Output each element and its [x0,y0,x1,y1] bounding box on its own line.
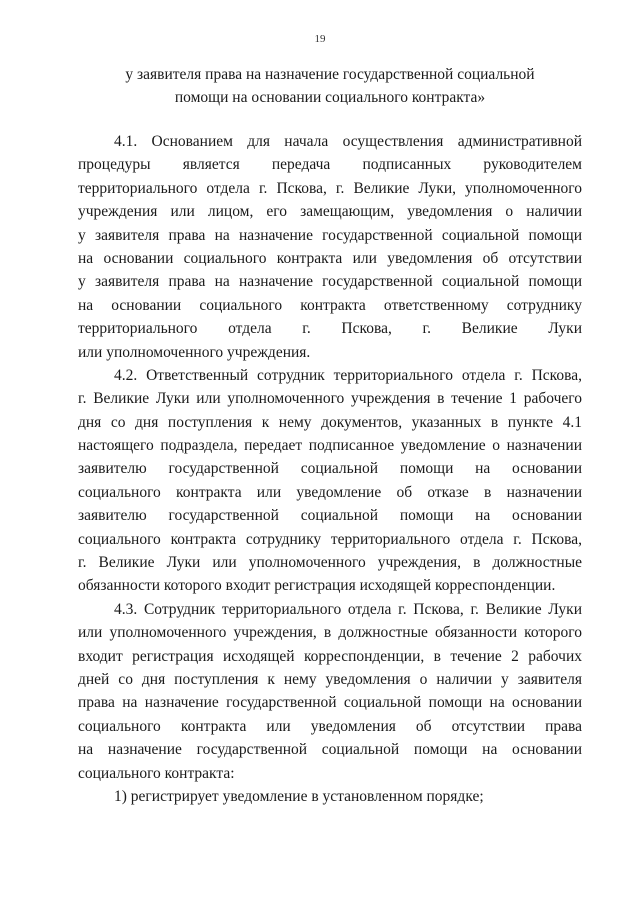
text-line: входит регистрация исходящей корреспонденции, в течение 2 рабочих [78,647,582,665]
text-line: заявителю государственной социальной помощи на основании [78,460,582,478]
text-line: учреждения или лицом, его замещающим, уведомления о наличии [78,203,582,221]
text-line: обязанности которого входит регистрация исходящей корреспонденции. [78,577,556,595]
text-line: 1) регистрирует уведомление в установленном порядке; [114,787,484,805]
text-line: социального контракта сотруднику территориального отдела г. Пскова, [78,530,582,548]
paragraph-4-2 [78,364,582,598]
text-line: или уполномоченного учреждения, в должностные обязанности которого [78,624,582,642]
text-line: права на назначение государственной социальной помощи на основании [78,694,582,712]
heading-continuation [78,63,582,109]
text-line: территориального отдела г. Пскова, г. Великие Луки [78,320,582,338]
text-line: социального контракта или уведомления об отсутствии права [78,717,582,735]
text-line: социального контракта или уведомление об отказе в назначении [78,483,582,501]
text-line: настоящего подраздела, передает подписанное уведомление о назначении [78,437,582,455]
text-line: дня со дня поступления к нему документов, указанных в пункте 4.1 [78,413,582,431]
text-line: г. Великие Луки или уполномоченного учреждения в течение 1 рабочего [78,390,582,408]
heading-line: помощи на основании социального контракта» [174,89,486,106]
text-line: у заявителя права на назначение государственной социальной помощи [78,273,582,291]
text-line: заявителю государственной социальной помощи на основании [78,507,582,525]
text-line: территориального отдела г. Пскова, г. Великие Луки, уполномоченного [78,179,582,197]
text-line: дней со дня поступления к нему уведомления о наличии у заявителя [78,670,582,688]
text-line: на назначение государственной социальной помощи на основании [78,741,582,759]
text-line: 4.3. Сотрудник территориального отдела г. Пскова, г. Великие Луки [114,600,582,618]
text-line: г. Великие Луки или уполномоченного учреждения, в должностные [78,554,582,572]
text-line: социального контракта: [78,764,235,782]
text-line: или уполномоченного учреждения. [78,343,311,361]
paragraph-4-3 [78,598,582,785]
text-line: на основании социального контракта ответственному сотруднику [78,296,582,314]
text-line: 4.1. Основанием для начала осуществления административной [114,133,582,150]
body-text [78,130,582,808]
text-line: на основании социального контракта или уведомления об отсутствии [78,249,582,267]
paragraph-4-3-item-1 [78,785,582,808]
heading-line: у заявителя права на назначение государственной социальной [125,66,535,83]
paragraph-4-1 [78,130,582,364]
text-line: 4.2. Ответственный сотрудник территориального отдела г. Пскова, [114,366,582,384]
page-number: 19 [314,33,326,45]
text-line: процедуры является передача подписанных руководителем [78,156,582,174]
text-line: у заявителя права на назначение государственной социальной помощи [78,226,582,244]
